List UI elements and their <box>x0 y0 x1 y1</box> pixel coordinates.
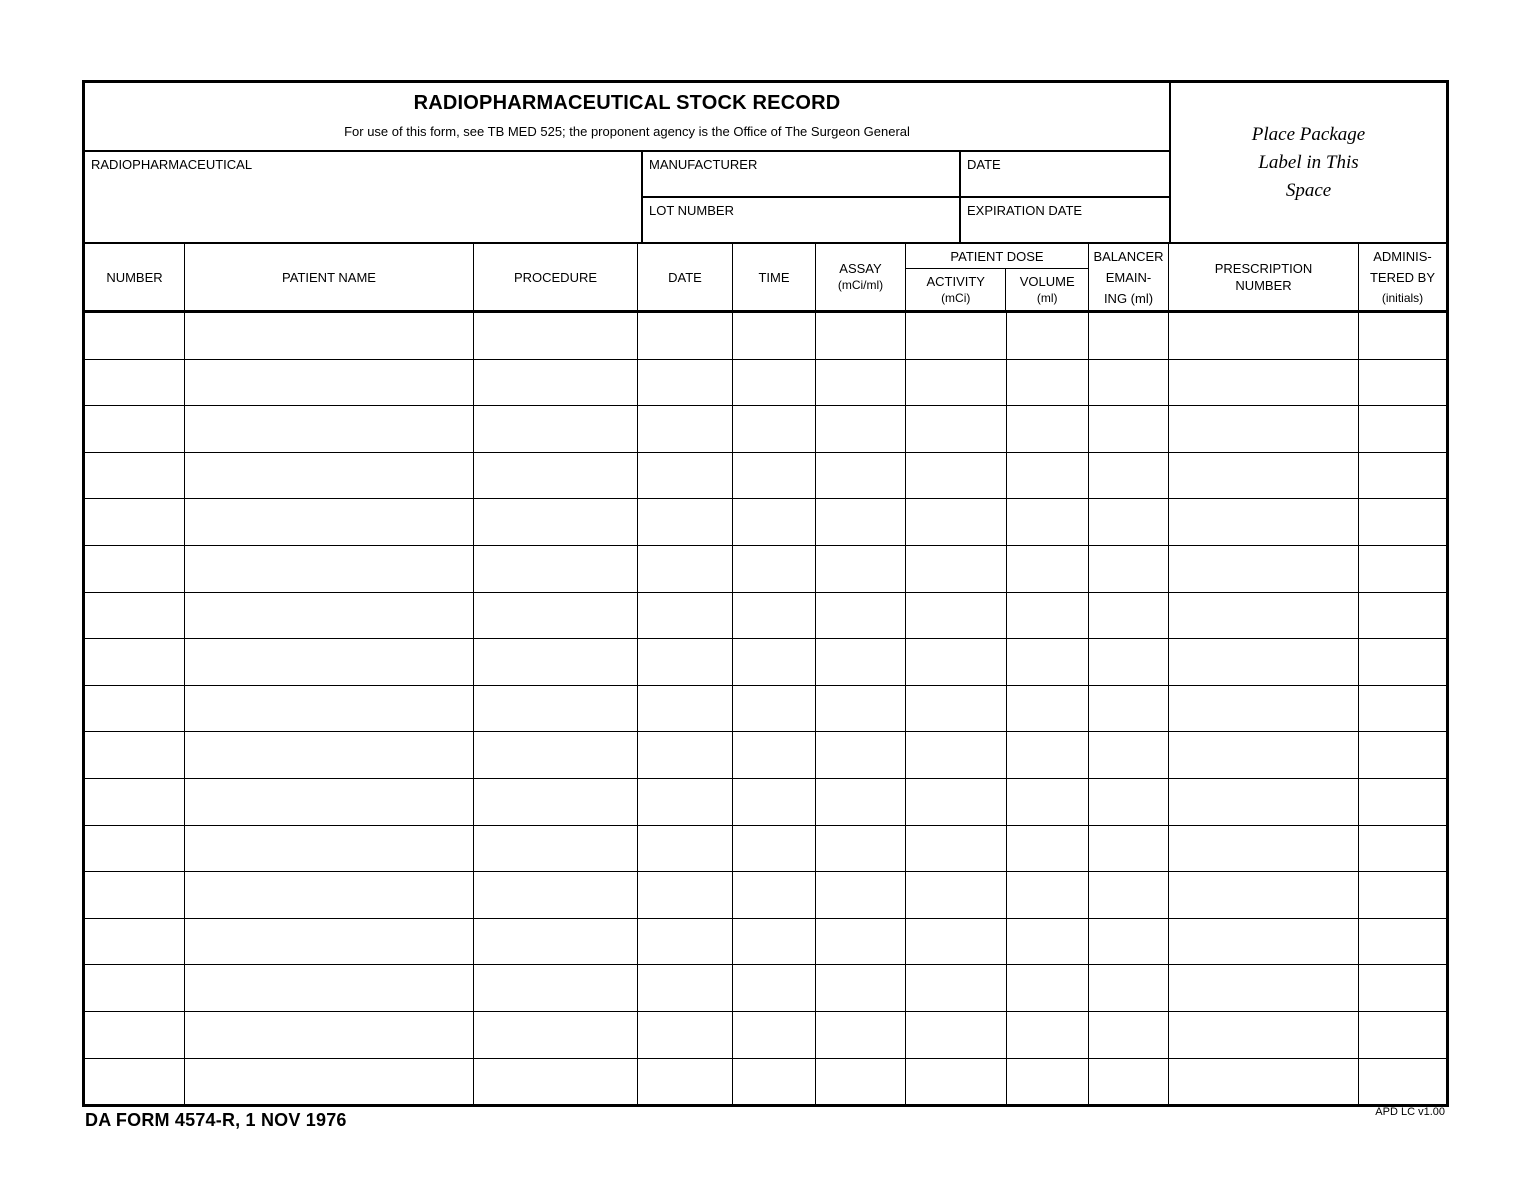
cell-administered-by[interactable] <box>1359 406 1446 452</box>
cell-balance-remaining[interactable] <box>1089 1012 1169 1058</box>
col-header-label: TIME <box>758 269 790 285</box>
cell-volume[interactable] <box>1007 872 1089 918</box>
date-label: DATE <box>967 157 1001 172</box>
cell-volume[interactable] <box>1007 919 1089 965</box>
cell-patient-name[interactable] <box>185 406 474 452</box>
table-body <box>85 313 1446 1104</box>
cell-number[interactable] <box>85 919 185 965</box>
cell-procedure[interactable] <box>474 965 638 1011</box>
cell-administered-by[interactable] <box>1359 919 1446 965</box>
table-row <box>85 359 1446 406</box>
cell-balance-remaining[interactable] <box>1089 965 1169 1011</box>
cell-prescription-number[interactable] <box>1169 360 1359 406</box>
table-header <box>85 244 1446 313</box>
cell-activity[interactable] <box>906 313 1007 359</box>
col-header-patient-name <box>185 244 474 310</box>
cell-volume[interactable] <box>1007 453 1089 499</box>
col-header-number <box>85 244 185 310</box>
col-header-label: BALANCER <box>1093 248 1164 264</box>
cell-number[interactable] <box>85 965 185 1011</box>
col-header-label: EMAIN- <box>1105 269 1152 285</box>
cell-time[interactable] <box>733 779 816 825</box>
cell-activity[interactable] <box>906 360 1007 406</box>
cell-prescription-number[interactable] <box>1169 872 1359 918</box>
cell-patient-name[interactable] <box>185 499 474 545</box>
cell-administered-by[interactable] <box>1359 546 1446 592</box>
cell-balance-remaining[interactable] <box>1089 546 1169 592</box>
header-fields <box>85 152 1169 244</box>
title-box <box>85 83 1169 152</box>
cell-administered-by[interactable] <box>1359 965 1446 1011</box>
cell-prescription-number[interactable] <box>1169 313 1359 359</box>
table-row <box>85 731 1446 778</box>
cell-date[interactable] <box>638 313 733 359</box>
cell-time[interactable] <box>733 826 816 872</box>
expiration-date-label: EXPIRATION DATE <box>967 203 1083 218</box>
col-header-label: PATIENT NAME <box>282 269 376 285</box>
cell-administered-by[interactable] <box>1359 360 1446 406</box>
cell-number[interactable] <box>85 1012 185 1058</box>
cell-administered-by[interactable] <box>1359 779 1446 825</box>
cell-balance-remaining[interactable] <box>1089 453 1169 499</box>
cell-volume[interactable] <box>1007 826 1089 872</box>
cell-volume[interactable] <box>1007 686 1089 732</box>
col-header-activity <box>906 269 1006 310</box>
col-header-prescription-number <box>1169 244 1359 310</box>
cell-procedure[interactable] <box>474 546 638 592</box>
cell-assay[interactable] <box>816 872 906 918</box>
cell-patient-name[interactable] <box>185 639 474 685</box>
cell-time[interactable] <box>733 732 816 778</box>
cell-date[interactable] <box>638 499 733 545</box>
cell-prescription-number[interactable] <box>1169 406 1359 452</box>
cell-patient-name[interactable] <box>185 546 474 592</box>
form-header-left <box>85 83 1169 244</box>
table-row <box>85 685 1446 732</box>
cell-assay[interactable] <box>816 732 906 778</box>
cell-patient-name[interactable] <box>185 872 474 918</box>
table-row <box>85 1058 1446 1105</box>
cell-activity[interactable] <box>906 1059 1007 1105</box>
date-field[interactable] <box>961 152 1169 198</box>
cell-balance-remaining[interactable] <box>1089 686 1169 732</box>
cell-balance-remaining[interactable] <box>1089 779 1169 825</box>
cell-prescription-number[interactable] <box>1169 779 1359 825</box>
cell-assay[interactable] <box>816 686 906 732</box>
cell-prescription-number[interactable] <box>1169 1059 1359 1105</box>
cell-patient-name[interactable] <box>185 965 474 1011</box>
cell-prescription-number[interactable] <box>1169 965 1359 1011</box>
manufacturer-label: MANUFACTURER <box>649 157 758 172</box>
cell-activity[interactable] <box>906 406 1007 452</box>
cell-procedure[interactable] <box>474 732 638 778</box>
cell-activity[interactable] <box>906 453 1007 499</box>
cell-date[interactable] <box>638 1012 733 1058</box>
cell-procedure[interactable] <box>474 872 638 918</box>
cell-procedure[interactable] <box>474 313 638 359</box>
cell-procedure[interactable] <box>474 919 638 965</box>
cell-time[interactable] <box>733 453 816 499</box>
cell-administered-by[interactable] <box>1359 639 1446 685</box>
col-header-time <box>733 244 816 310</box>
cell-patient-name[interactable] <box>185 360 474 406</box>
lot-number-label: LOT NUMBER <box>649 203 734 218</box>
col-header-label: ING (ml) <box>1103 290 1154 306</box>
cell-administered-by[interactable] <box>1359 499 1446 545</box>
cell-patient-name[interactable] <box>185 826 474 872</box>
cell-assay[interactable] <box>816 593 906 639</box>
cell-patient-name[interactable] <box>185 779 474 825</box>
cell-number[interactable] <box>85 779 185 825</box>
cell-activity[interactable] <box>906 732 1007 778</box>
cell-date[interactable] <box>638 453 733 499</box>
cell-prescription-number[interactable] <box>1169 499 1359 545</box>
cell-date[interactable] <box>638 732 733 778</box>
table-row <box>85 918 1446 965</box>
cell-time[interactable] <box>733 406 816 452</box>
manufacturer-lot-column <box>641 152 959 242</box>
cell-activity[interactable] <box>906 593 1007 639</box>
cell-assay[interactable] <box>816 779 906 825</box>
cell-administered-by[interactable] <box>1359 313 1446 359</box>
cell-assay[interactable] <box>816 919 906 965</box>
cell-assay[interactable] <box>816 826 906 872</box>
cell-balance-remaining[interactable] <box>1089 360 1169 406</box>
cell-patient-name[interactable] <box>185 1012 474 1058</box>
cell-number[interactable] <box>85 360 185 406</box>
cell-number[interactable] <box>85 406 185 452</box>
cell-time[interactable] <box>733 1012 816 1058</box>
lot-number-field[interactable] <box>643 198 959 242</box>
cell-date[interactable] <box>638 826 733 872</box>
cell-administered-by[interactable] <box>1359 826 1446 872</box>
cell-administered-by[interactable] <box>1359 1012 1446 1058</box>
table-row <box>85 498 1446 545</box>
cell-patient-name[interactable] <box>185 732 474 778</box>
cell-balance-remaining[interactable] <box>1089 639 1169 685</box>
cell-number[interactable] <box>85 686 185 732</box>
col-header-balance-remaining <box>1089 244 1169 310</box>
cell-volume[interactable] <box>1007 1059 1089 1105</box>
cell-activity[interactable] <box>906 779 1007 825</box>
col-header-label: NUMBER <box>1235 278 1292 293</box>
cell-volume[interactable] <box>1007 965 1089 1011</box>
package-label-area <box>1169 83 1446 244</box>
cell-time[interactable] <box>733 639 816 685</box>
table-row <box>85 592 1446 639</box>
cell-patient-name[interactable] <box>185 686 474 732</box>
cell-balance-remaining[interactable] <box>1089 919 1169 965</box>
radiopharmaceutical-field[interactable] <box>85 152 641 242</box>
cell-prescription-number[interactable] <box>1169 1012 1359 1058</box>
cell-assay[interactable] <box>816 1012 906 1058</box>
col-header-label: ADMINIS- <box>1373 248 1432 264</box>
col-header-label: PROCEDURE <box>513 269 598 285</box>
cell-procedure[interactable] <box>474 1059 638 1105</box>
cell-administered-by[interactable] <box>1359 872 1446 918</box>
cell-prescription-number[interactable] <box>1169 732 1359 778</box>
form-number: DA FORM 4574-R, 1 NOV 1976 <box>85 1110 347 1130</box>
col-header-procedure <box>474 244 638 310</box>
table-row <box>85 964 1446 1011</box>
col-header-date <box>638 244 733 310</box>
form-header <box>85 83 1446 244</box>
cell-balance-remaining[interactable] <box>1089 313 1169 359</box>
patient-dose-subcolumns <box>906 269 1088 310</box>
col-header-label: (mCi) <box>941 290 971 305</box>
cell-prescription-number[interactable] <box>1169 686 1359 732</box>
cell-patient-name[interactable] <box>185 313 474 359</box>
cell-prescription-number[interactable] <box>1169 919 1359 965</box>
cell-time[interactable] <box>733 546 816 592</box>
cell-volume[interactable] <box>1007 406 1089 452</box>
cell-volume[interactable] <box>1007 779 1089 825</box>
col-header-volume <box>1006 269 1088 310</box>
cell-volume[interactable] <box>1007 593 1089 639</box>
cell-number[interactable] <box>85 872 185 918</box>
cell-prescription-number[interactable] <box>1169 639 1359 685</box>
col-group-patient-dose <box>906 244 1089 310</box>
col-header-label: DATE <box>668 269 702 285</box>
form-title: RADIOPHARMACEUTICAL STOCK RECORD <box>413 92 841 114</box>
cell-date[interactable] <box>638 360 733 406</box>
form-version: APD LC v1.00 <box>1375 1106 1445 1118</box>
table-row <box>85 871 1446 918</box>
col-header-label: NUMBER <box>106 269 163 285</box>
cell-volume[interactable] <box>1007 546 1089 592</box>
package-label-line: Label in This <box>1258 151 1359 173</box>
cell-number[interactable] <box>85 732 185 778</box>
col-header-administered-by <box>1359 244 1446 310</box>
cell-procedure[interactable] <box>474 593 638 639</box>
cell-prescription-number[interactable] <box>1169 593 1359 639</box>
cell-balance-remaining[interactable] <box>1089 593 1169 639</box>
cell-procedure[interactable] <box>474 406 638 452</box>
table-row <box>85 313 1446 359</box>
table-row <box>85 405 1446 452</box>
cell-activity[interactable] <box>906 826 1007 872</box>
cell-date[interactable] <box>638 919 733 965</box>
cell-time[interactable] <box>733 919 816 965</box>
cell-assay[interactable] <box>816 406 906 452</box>
table-row <box>85 638 1446 685</box>
col-header-assay <box>816 244 906 310</box>
cell-balance-remaining[interactable] <box>1089 406 1169 452</box>
form-subtitle: For use of this form, see TB MED 525; the proponent agency is the Office of The Surgeon General <box>344 124 910 139</box>
cell-patient-name[interactable] <box>185 593 474 639</box>
cell-volume[interactable] <box>1007 1012 1089 1058</box>
cell-procedure[interactable] <box>474 826 638 872</box>
cell-procedure[interactable] <box>474 639 638 685</box>
cell-date[interactable] <box>638 965 733 1011</box>
cell-patient-name[interactable] <box>185 919 474 965</box>
cell-patient-name[interactable] <box>185 453 474 499</box>
cell-administered-by[interactable] <box>1359 686 1446 732</box>
cell-date[interactable] <box>638 1059 733 1105</box>
col-header-label: (initials) <box>1381 290 1424 305</box>
cell-prescription-number[interactable] <box>1169 826 1359 872</box>
cell-balance-remaining[interactable] <box>1089 499 1169 545</box>
cell-date[interactable] <box>638 872 733 918</box>
cell-date[interactable] <box>638 639 733 685</box>
cell-activity[interactable] <box>906 639 1007 685</box>
cell-date[interactable] <box>638 546 733 592</box>
table-row <box>85 452 1446 499</box>
cell-administered-by[interactable] <box>1359 453 1446 499</box>
cell-activity[interactable] <box>906 546 1007 592</box>
cell-number[interactable] <box>85 546 185 592</box>
cell-number[interactable] <box>85 453 185 499</box>
cell-number[interactable] <box>85 639 185 685</box>
cell-volume[interactable] <box>1007 639 1089 685</box>
cell-administered-by[interactable] <box>1359 593 1446 639</box>
expiration-date-field[interactable] <box>961 198 1169 242</box>
cell-prescription-number[interactable] <box>1169 546 1359 592</box>
cell-procedure[interactable] <box>474 686 638 732</box>
patient-dose-group-label: PATIENT DOSE <box>906 244 1088 269</box>
package-label-line: Place Package <box>1251 123 1366 145</box>
cell-activity[interactable] <box>906 686 1007 732</box>
cell-assay[interactable] <box>816 499 906 545</box>
col-header-label: (mCi/ml) <box>837 278 884 292</box>
col-header-label: PRESCRIPTION <box>1214 261 1313 276</box>
stock-record-form <box>82 80 1449 1107</box>
cell-balance-remaining[interactable] <box>1089 1059 1169 1105</box>
radiopharmaceutical-label: RADIOPHARMACEUTICAL <box>91 157 253 172</box>
cell-administered-by[interactable] <box>1359 732 1446 778</box>
cell-balance-remaining[interactable] <box>1089 872 1169 918</box>
cell-activity[interactable] <box>906 499 1007 545</box>
cell-patient-name[interactable] <box>185 1059 474 1105</box>
col-header-label: VOLUME <box>1019 273 1075 289</box>
package-label-line: Space <box>1285 179 1332 201</box>
cell-time[interactable] <box>733 360 816 406</box>
cell-activity[interactable] <box>906 965 1007 1011</box>
cell-assay[interactable] <box>816 360 906 406</box>
cell-procedure[interactable] <box>474 453 638 499</box>
cell-procedure[interactable] <box>474 779 638 825</box>
date-column <box>959 152 1169 242</box>
cell-number[interactable] <box>85 313 185 359</box>
cell-assay[interactable] <box>816 639 906 685</box>
cell-assay[interactable] <box>816 453 906 499</box>
cell-date[interactable] <box>638 779 733 825</box>
cell-time[interactable] <box>733 1059 816 1105</box>
cell-assay[interactable] <box>816 1059 906 1105</box>
cell-date[interactable] <box>638 686 733 732</box>
cell-number[interactable] <box>85 593 185 639</box>
cell-date[interactable] <box>638 406 733 452</box>
cell-administered-by[interactable] <box>1359 1059 1446 1105</box>
cell-number[interactable] <box>85 826 185 872</box>
cell-procedure[interactable] <box>474 360 638 406</box>
cell-assay[interactable] <box>816 965 906 1011</box>
cell-activity[interactable] <box>906 872 1007 918</box>
cell-procedure[interactable] <box>474 499 638 545</box>
col-header-label: TERED BY <box>1369 269 1435 285</box>
table-row <box>85 778 1446 825</box>
cell-number[interactable] <box>85 499 185 545</box>
cell-time[interactable] <box>733 686 816 732</box>
col-header-label: ACTIVITY <box>926 273 985 289</box>
cell-balance-remaining[interactable] <box>1089 826 1169 872</box>
cell-time[interactable] <box>733 965 816 1011</box>
col-header-label: ASSAY <box>839 261 882 276</box>
col-header-label: (ml) <box>1036 290 1058 305</box>
cell-volume[interactable] <box>1007 360 1089 406</box>
cell-volume[interactable] <box>1007 313 1089 359</box>
cell-activity[interactable] <box>906 1012 1007 1058</box>
manufacturer-field[interactable] <box>643 152 959 198</box>
cell-balance-remaining[interactable] <box>1089 732 1169 778</box>
cell-time[interactable] <box>733 872 816 918</box>
cell-assay[interactable] <box>816 546 906 592</box>
cell-volume[interactable] <box>1007 499 1089 545</box>
cell-time[interactable] <box>733 313 816 359</box>
cell-activity[interactable] <box>906 919 1007 965</box>
cell-time[interactable] <box>733 499 816 545</box>
table-row <box>85 545 1446 592</box>
cell-procedure[interactable] <box>474 1012 638 1058</box>
cell-date[interactable] <box>638 593 733 639</box>
cell-time[interactable] <box>733 593 816 639</box>
table-row <box>85 1011 1446 1058</box>
cell-volume[interactable] <box>1007 732 1089 778</box>
cell-assay[interactable] <box>816 313 906 359</box>
table-row <box>85 825 1446 872</box>
cell-number[interactable] <box>85 1059 185 1105</box>
cell-prescription-number[interactable] <box>1169 453 1359 499</box>
